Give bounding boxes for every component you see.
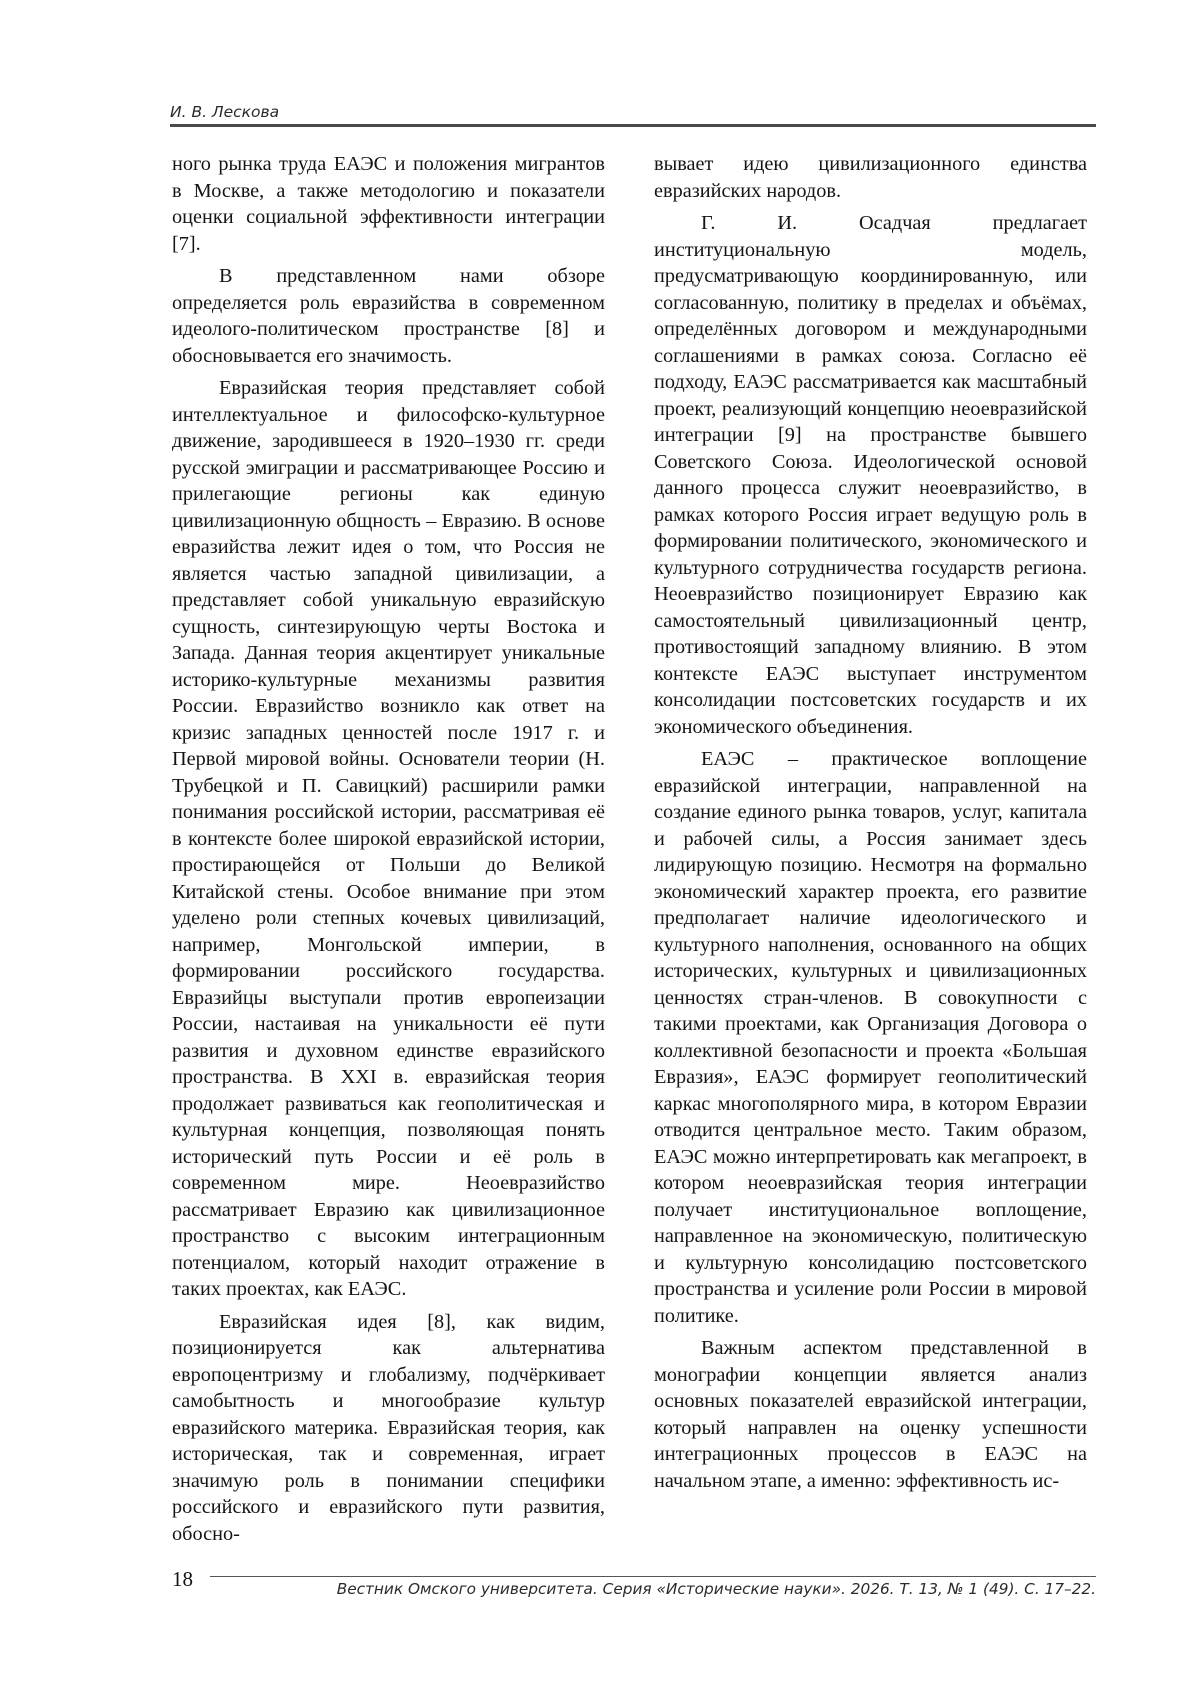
running-head-author: И. В. Лескова bbox=[170, 103, 280, 121]
paragraph: Евразийская теория представляет собой интеллектуальное и философско-культурное движение, зародившееся в 1920–1930 гг. среди русской эмиграции и рассматривающее Россию и прилегающие регионы как единую цивилизационную общность – Евразию. В основе евразийства лежит идея о том, что Россия не является частью западной цивилизации, а представляет собой уникальную евразийскую сущность, синтезирующую черты Востока и Запада. Данная теория акцентирует уникальные историко-культурные механизмы развития России. Евразийство возникло как ответ на кризис западных ценностей после 1917 г. и Первой мировой войны. Основатели теории (Н. Трубецкой и П. Савицкий) расширили рамки понимания российской истории, рассматривая её в контексте более широкой евразийской истории, простирающейся от Польши до Великой Китайской стены. Особое внимание при этом уделено роли степных кочевых цивилизаций, например, Монгольской империи, в формировании российского государства. Евразийцы выступали против европеизации России, настаивая на уникальности её пути развития и духовном единстве евразийского пространства. В XXI в. евразийская теория продолжает развиваться как геополитическая и культурная концепция, позволяющая понять исторический путь России и её роль в современном мире. Неоевразийство рассматривает Евразию как цивилизационное пространство с высоким интеграционным потенциалом, который находит отражение в таких проектах, как ЕАЭС. bbox=[172, 377, 605, 1300]
left-column bbox=[172, 151, 605, 1553]
paragraph: В представленном нами обзоре определяется роль евразийства в современном идеолого-политическом пространстве [8] и обосновывается его значимость. bbox=[172, 265, 605, 367]
page-number: 18 bbox=[172, 1567, 193, 1591]
paragraph: Г. И. Осадчая предлагает институциональную модель, предусматривающую координированную, или согласованную, политику в пределах и объёмах, определённых договором и международными соглашениями в рамках союза. Согласно её подходу, ЕАЭС рассматривается как масштабный проект, реализующий концепцию неоевразийской интеграции [9] на пространстве бывшего Советского Союза. Идеологической основой данного процесса служит неоевразийство, в рамках которого Россия играет ведущую роль в формировании политического, экономического и культурного сотрудничества государств региона. Неоевразийство позиционирует Евразию как самостоятельный цивилизационный центр, противостоящий западному влиянию. В этом контексте ЕАЭС выступает инструментом консолидации постсоветских государств и их экономического объединения. bbox=[654, 212, 1087, 738]
paragraph: Евразийская идея [8], как видим, позиционируется как альтернатива европоцентризму и глобализму, подчёркивает самобытность и многообразие культур евразийского материка. Евразийская теория, как историческая, так и современная, играет значимую роль в понимании специфики российского и евразийского пути развития, обосно- bbox=[172, 1310, 605, 1545]
paragraph: Важным аспектом представленной в монографии концепции является анализ основных показателей евразийской интеграции, который направлен на оценку успешности интеграционных процессов в ЕАЭС на начальном этапе, а именно: эффективность ис- bbox=[654, 1337, 1087, 1492]
paragraph: ЕАЭС – практическое воплощение евразийской интеграции, направленной на создание единого рынка товаров, услуг, капитала и рабочей силы, а Россия занимает здесь лидирующую позицию. Несмотря на формально экономический характер проекта, его развитие предполагает наличие идеологического и культурного наполнения, основанного на общих исторических, культурных и цивилизационных ценностях стран-членов. В совокупности с такими проектами, как Организация Договора о коллективной безопасности и проекта «Большая Евразия», ЕАЭС формирует геополитический каркас многополярного мира, в котором Евразии отводится центральное место. Таким образом, ЕАЭС можно интерпретировать как мегапроект, в котором неоевразийская теория интеграции получает институциональное воплощение, направленное на экономическую, политическую и культурную консолидацию постсоветского пространства и усиление роли России в мировой политике. bbox=[654, 748, 1087, 1327]
footer-rule bbox=[210, 1576, 1096, 1577]
right-column bbox=[654, 151, 1087, 1500]
paragraph: вывает идею цивилизационного единства евразийских народов. bbox=[654, 153, 1087, 202]
paragraph: ного рынка труда ЕАЭС и положения мигрантов в Москве, а также методологию и показатели оценки социальной эффективности интеграции [7]. bbox=[172, 153, 605, 255]
header-rule bbox=[170, 124, 1096, 127]
journal-citation: Вестник Омского университета. Серия «Исторические науки». 2026. Т. 13, № 1 (49). С. 17–22. bbox=[336, 1580, 1096, 1598]
